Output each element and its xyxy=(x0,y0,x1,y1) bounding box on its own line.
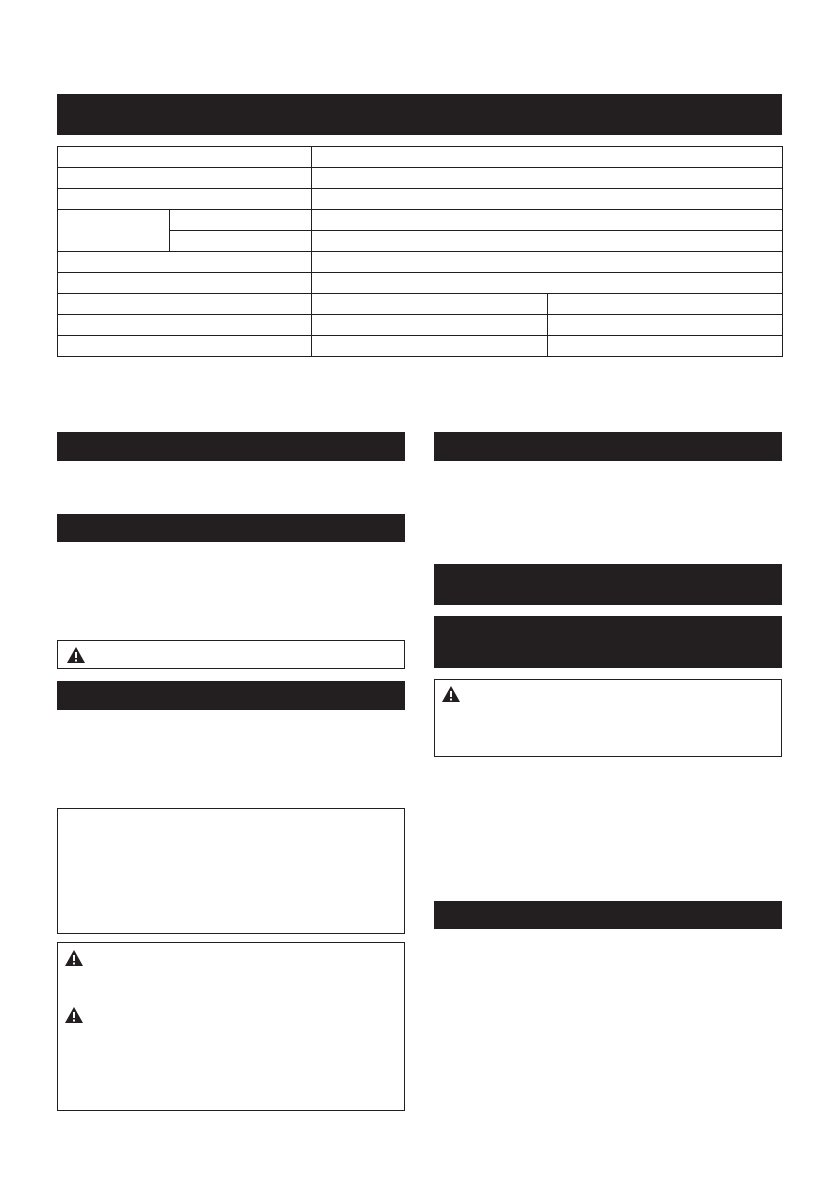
table-row-group-label xyxy=(58,210,170,252)
warning-triangle-icon xyxy=(64,1006,84,1024)
table-row-label xyxy=(58,273,312,294)
table-row-value-b xyxy=(548,294,783,315)
table-row-sub-label xyxy=(170,210,312,231)
table-row-value xyxy=(312,168,783,189)
table-row-value xyxy=(312,273,783,294)
table-row-value-a xyxy=(312,336,548,357)
left-section-1-bar xyxy=(57,432,405,461)
right-section-3-bar xyxy=(434,616,782,668)
specifications-header-bar xyxy=(57,94,782,135)
table-row xyxy=(58,189,783,210)
right-section-1-bar xyxy=(434,432,782,461)
left-warning-box-1 xyxy=(57,640,405,669)
table-row xyxy=(58,273,783,294)
table-row-label xyxy=(58,294,312,315)
left-note-box xyxy=(57,808,405,934)
table-row-value-b xyxy=(548,336,783,357)
table-row-sub-label xyxy=(170,231,312,252)
left-section-2-bar xyxy=(57,514,405,542)
right-section-4-bar xyxy=(434,901,782,929)
left-warning-box-2 xyxy=(57,942,405,1111)
table-row xyxy=(58,294,783,315)
table-row xyxy=(58,315,783,336)
table-row-value-a xyxy=(312,315,548,336)
table-row-label xyxy=(58,252,312,273)
specifications-table xyxy=(57,146,783,357)
table-row-value xyxy=(312,147,783,168)
table-row-value xyxy=(312,252,783,273)
left-section-3-bar xyxy=(57,681,405,710)
table-row xyxy=(58,252,783,273)
warning-triangle-icon xyxy=(64,949,84,967)
table-row xyxy=(58,336,783,357)
table-row-value xyxy=(312,210,783,231)
table-row-value xyxy=(312,189,783,210)
right-warning-box xyxy=(434,679,782,757)
table-row xyxy=(58,168,783,189)
table-row-value-a xyxy=(312,294,548,315)
table-row xyxy=(58,210,783,231)
table-row-label xyxy=(58,189,312,210)
warning-triangle-icon xyxy=(66,646,86,664)
table-row-label xyxy=(58,336,312,357)
table-row-label xyxy=(58,168,312,189)
table-row xyxy=(58,147,783,168)
table-row-value xyxy=(312,231,783,252)
table-row-label xyxy=(58,315,312,336)
table-row-value-b xyxy=(548,315,783,336)
right-section-2-bar xyxy=(434,564,782,605)
warning-triangle-icon xyxy=(441,685,461,703)
table-row-label xyxy=(58,147,312,168)
